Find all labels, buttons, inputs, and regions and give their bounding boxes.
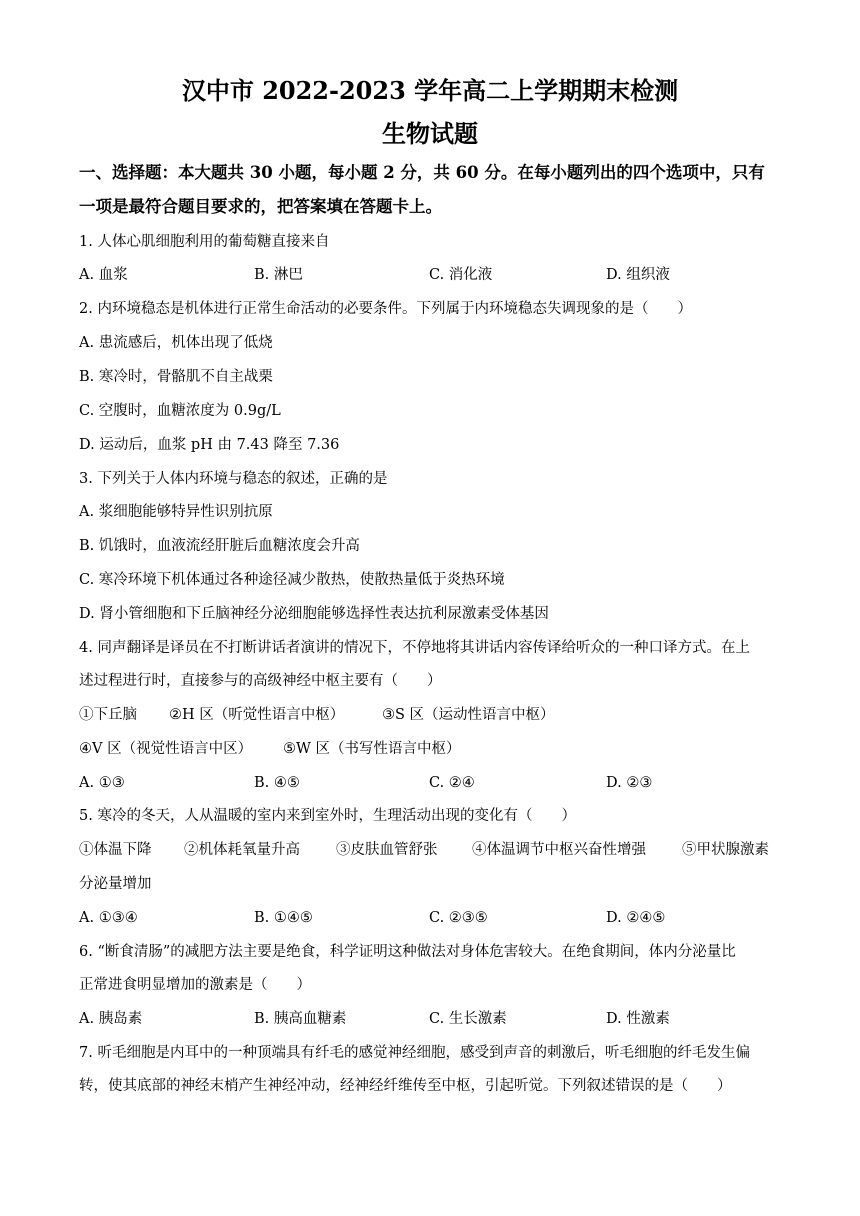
question-3-option-a: A. 浆细胞能够特异性识别抗原 (79, 504, 273, 520)
question-2-option-d: D. 运动后，血浆 pH 由 7.43 降至 7.36 (79, 437, 340, 453)
question-2-option-b: B. 寒冷时，骨骼肌不自主战栗 (79, 369, 273, 385)
item-4: ④体温调节中枢兴奋性增强 (472, 842, 646, 858)
exam-title: 汉中市 2022-2023 学年高二上学期期末检测 (181, 76, 679, 105)
question-5-stem: 5. 寒冷的冬天，人从温暖的室内来到室外时，生理活动出现的变化有（ ） (79, 808, 576, 824)
option-d: D. 组织液 (606, 267, 670, 283)
item-3: ③S 区（运动性语言中枢） (382, 707, 555, 723)
option-a: A. ①③ (79, 775, 125, 791)
item-2: ②机体耗氧量升高 (184, 842, 300, 858)
section-heading-line-1: 一、选择题：本大题共 30 小题，每小题 2 分，共 60 分。在每小题列出的四个选项中，只有 (79, 163, 765, 182)
item-4: ④V 区（视觉性语言中区） (79, 741, 253, 757)
option-c: C. 消化液 (429, 267, 493, 283)
option-a: A. ①③④ (79, 910, 138, 926)
question-1-options (79, 265, 779, 285)
item-1: ①下丘脑 (79, 707, 137, 723)
question-7-stem-line-2: 转，使其底部的神经末梢产生神经冲动，经神经纤维传至中枢，引起听觉。下列叙述错误的是（ ） (79, 1078, 732, 1094)
question-3-option-b: B. 饥饿时，血液流经肝脏后血糖浓度会升高 (79, 538, 360, 554)
question-6-options (79, 1009, 779, 1029)
item-5: ⑤甲状腺激素 (682, 842, 769, 858)
question-4-items-row-1 (79, 705, 779, 725)
option-d: D. 性激素 (606, 1011, 670, 1027)
question-6-stem-line-2: 正常进食明显增加的激素是（ ） (79, 977, 311, 993)
option-a: A. 胰岛素 (79, 1011, 143, 1027)
question-5-items-row-1 (79, 840, 779, 860)
question-5-items-continued: 分泌量增加 (79, 876, 152, 892)
exam-subtitle: 生物试题 (382, 119, 478, 148)
option-d: D. ②④⑤ (606, 910, 666, 926)
option-b: B. 胰高血糖素 (254, 1011, 347, 1027)
question-4-options (79, 773, 779, 793)
question-4-stem-line-1: 4. 同声翻译是译员在不打断讲话者演讲的情况下，不停地将其讲话内容传译给听众的一种口译方式。在上 (79, 640, 750, 656)
question-4-items-row-2 (79, 739, 779, 759)
question-6-stem-line-1: 6. “断食清肠”的减肥方法主要是绝食，科学证明这种做法对身体危害较大。在绝食期间，体内分泌量比 (79, 944, 736, 960)
item-2: ②H 区（听觉性语言中枢） (169, 707, 345, 723)
question-4-stem-line-2: 述过程进行时，直接参与的高级神经中枢主要有（ ） (79, 673, 442, 689)
option-c: C. ②④ (429, 775, 475, 791)
option-b: B. 淋巴 (254, 267, 303, 283)
item-5: ⑤W 区（书写性语言中枢） (283, 741, 461, 757)
option-b: B. ①④⑤ (254, 910, 313, 926)
question-1-stem: 1. 人体心肌细胞利用的葡萄糖直接来自 (79, 234, 330, 250)
item-3: ③皮肤血管舒张 (336, 842, 438, 858)
question-3-stem: 3. 下列关于人体内环境与稳态的叙述，正确的是 (79, 471, 388, 487)
question-3-option-c: C. 寒冷环境下机体通过各种途径减少散热，使散热量低于炎热环境 (79, 572, 505, 588)
question-2-option-c: C. 空腹时，血糖浓度为 0.9g/L (79, 403, 281, 419)
option-c: C. ②③⑤ (429, 910, 488, 926)
option-b: B. ④⑤ (254, 775, 300, 791)
question-7-stem-line-1: 7. 听毛细胞是内耳中的一种顶端具有纤毛的感觉神经细胞，感受到声音的刺激后，听毛细胞的纤毛发生偏 (79, 1045, 750, 1061)
question-2-stem: 2. 内环境稳态是机体进行正常生命活动的必要条件。下列属于内环境稳态失调现象的是（ ） (79, 301, 692, 317)
question-5-options (79, 908, 779, 928)
item-1: ①体温下降 (79, 842, 152, 858)
question-2-option-a: A. 患流感后，机体出现了低烧 (79, 335, 273, 351)
option-c: C. 生长激素 (429, 1011, 507, 1027)
section-heading-line-2: 一项是最符合题目要求的，把答案填在答题卡上。 (79, 197, 442, 216)
option-d: D. ②③ (606, 775, 653, 791)
question-3-option-d: D. 肾小管细胞和下丘脑神经分泌细胞能够选择性表达抗利尿激素受体基因 (79, 606, 549, 622)
option-a: A. 血浆 (79, 267, 128, 283)
